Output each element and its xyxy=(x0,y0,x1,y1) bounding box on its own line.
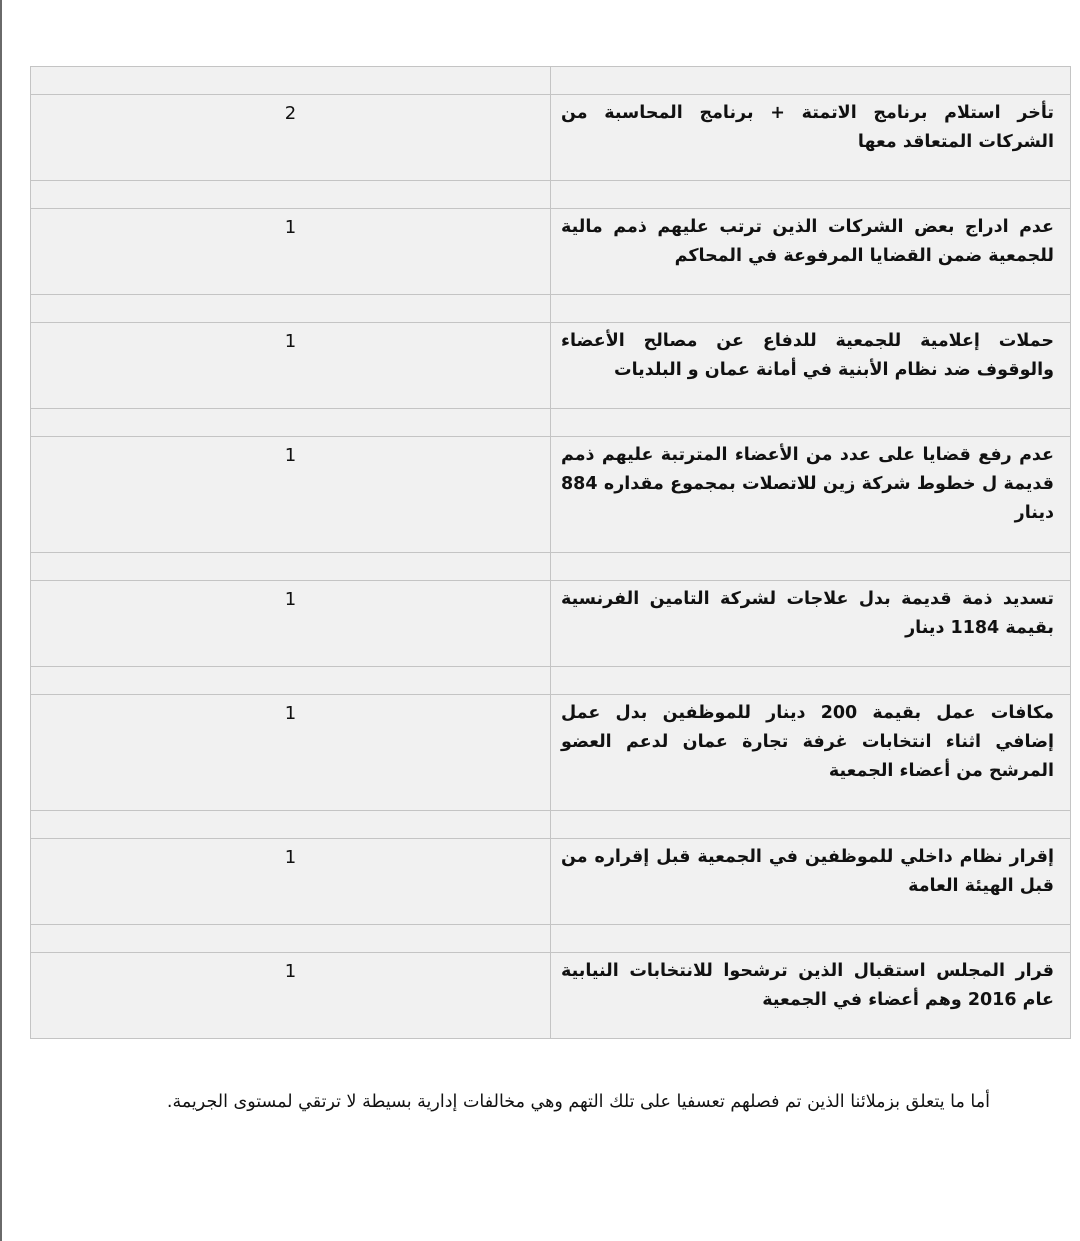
table-spacer-row xyxy=(31,67,1071,95)
item-text-cell: تسديد ذمة قديمة بدل علاجات لشركة التامين الفرنسية بقيمة 1184 دينار xyxy=(551,581,1071,667)
item-count-cell: 2 xyxy=(31,95,551,181)
item-count-cell: 1 xyxy=(31,953,551,1039)
table-row xyxy=(31,323,1071,409)
item-count-cell: 1 xyxy=(31,209,551,295)
table-row xyxy=(31,437,1071,553)
item-count-cell: 1 xyxy=(31,695,551,811)
item-text-cell: مكافات عمل بقيمة 200 دينار للموظفين بدل عمل إضافي اثناء انتخابات غرفة تجارة عمان لدعم العضو المرشح من أعضاء الجمعية xyxy=(551,695,1071,811)
footer-note: أما ما يتعلق بزملائنا الذين تم فصلهم تعسفيا على تلك التهم وهي مخالفات إدارية بسيطة لا ترتقي لمستوى الجريمة. xyxy=(166,1092,990,1112)
table-row xyxy=(31,95,1071,181)
table-spacer-row xyxy=(31,925,1071,953)
table-spacer-row xyxy=(31,181,1071,209)
table-row xyxy=(31,581,1071,667)
table-spacer-row xyxy=(31,667,1071,695)
item-text-cell: عدم ادراج بعض الشركات الذين ترتب عليهم ذمم مالية للجمعية ضمن القضايا المرفوعة في المحاكم xyxy=(551,209,1071,295)
table-row xyxy=(31,953,1071,1039)
item-text-cell: إقرار نظام داخلي للموظفين في الجمعية قبل إقراره من قبل الهيئة العامة xyxy=(551,839,1071,925)
item-text-cell: قرار المجلس استقبال الذين ترشحوا للانتخابات النيابية عام 2016 وهم أعضاء في الجمعية xyxy=(551,953,1071,1039)
item-count-cell: 1 xyxy=(31,581,551,667)
table-spacer-row xyxy=(31,409,1071,437)
item-count-cell: 1 xyxy=(31,839,551,925)
item-text-cell: عدم رفع قضايا على عدد من الأعضاء المترتبة عليهم ذمم قديمة ل خطوط شركة زين للاتصلات بمجموع مقداره 884 دينار xyxy=(551,437,1071,553)
table-row xyxy=(31,209,1071,295)
table-row xyxy=(31,839,1071,925)
table-spacer-row xyxy=(31,295,1071,323)
item-count-cell: 1 xyxy=(31,323,551,409)
table-row xyxy=(31,695,1071,811)
item-text-cell: حملات إعلامية للجمعية للدفاع عن مصالح الأعضاء والوقوف ضد نظام الأبنية في أمانة عمان و البلديات xyxy=(551,323,1071,409)
table-spacer-row xyxy=(31,553,1071,581)
violations-table xyxy=(30,66,1071,1039)
item-text-cell: تأخر استلام برنامج الاتمتة + برنامج المحاسبة من الشركات المتعاقد معها xyxy=(551,95,1071,181)
item-count-cell: 1 xyxy=(31,437,551,553)
table-spacer-row xyxy=(31,811,1071,839)
